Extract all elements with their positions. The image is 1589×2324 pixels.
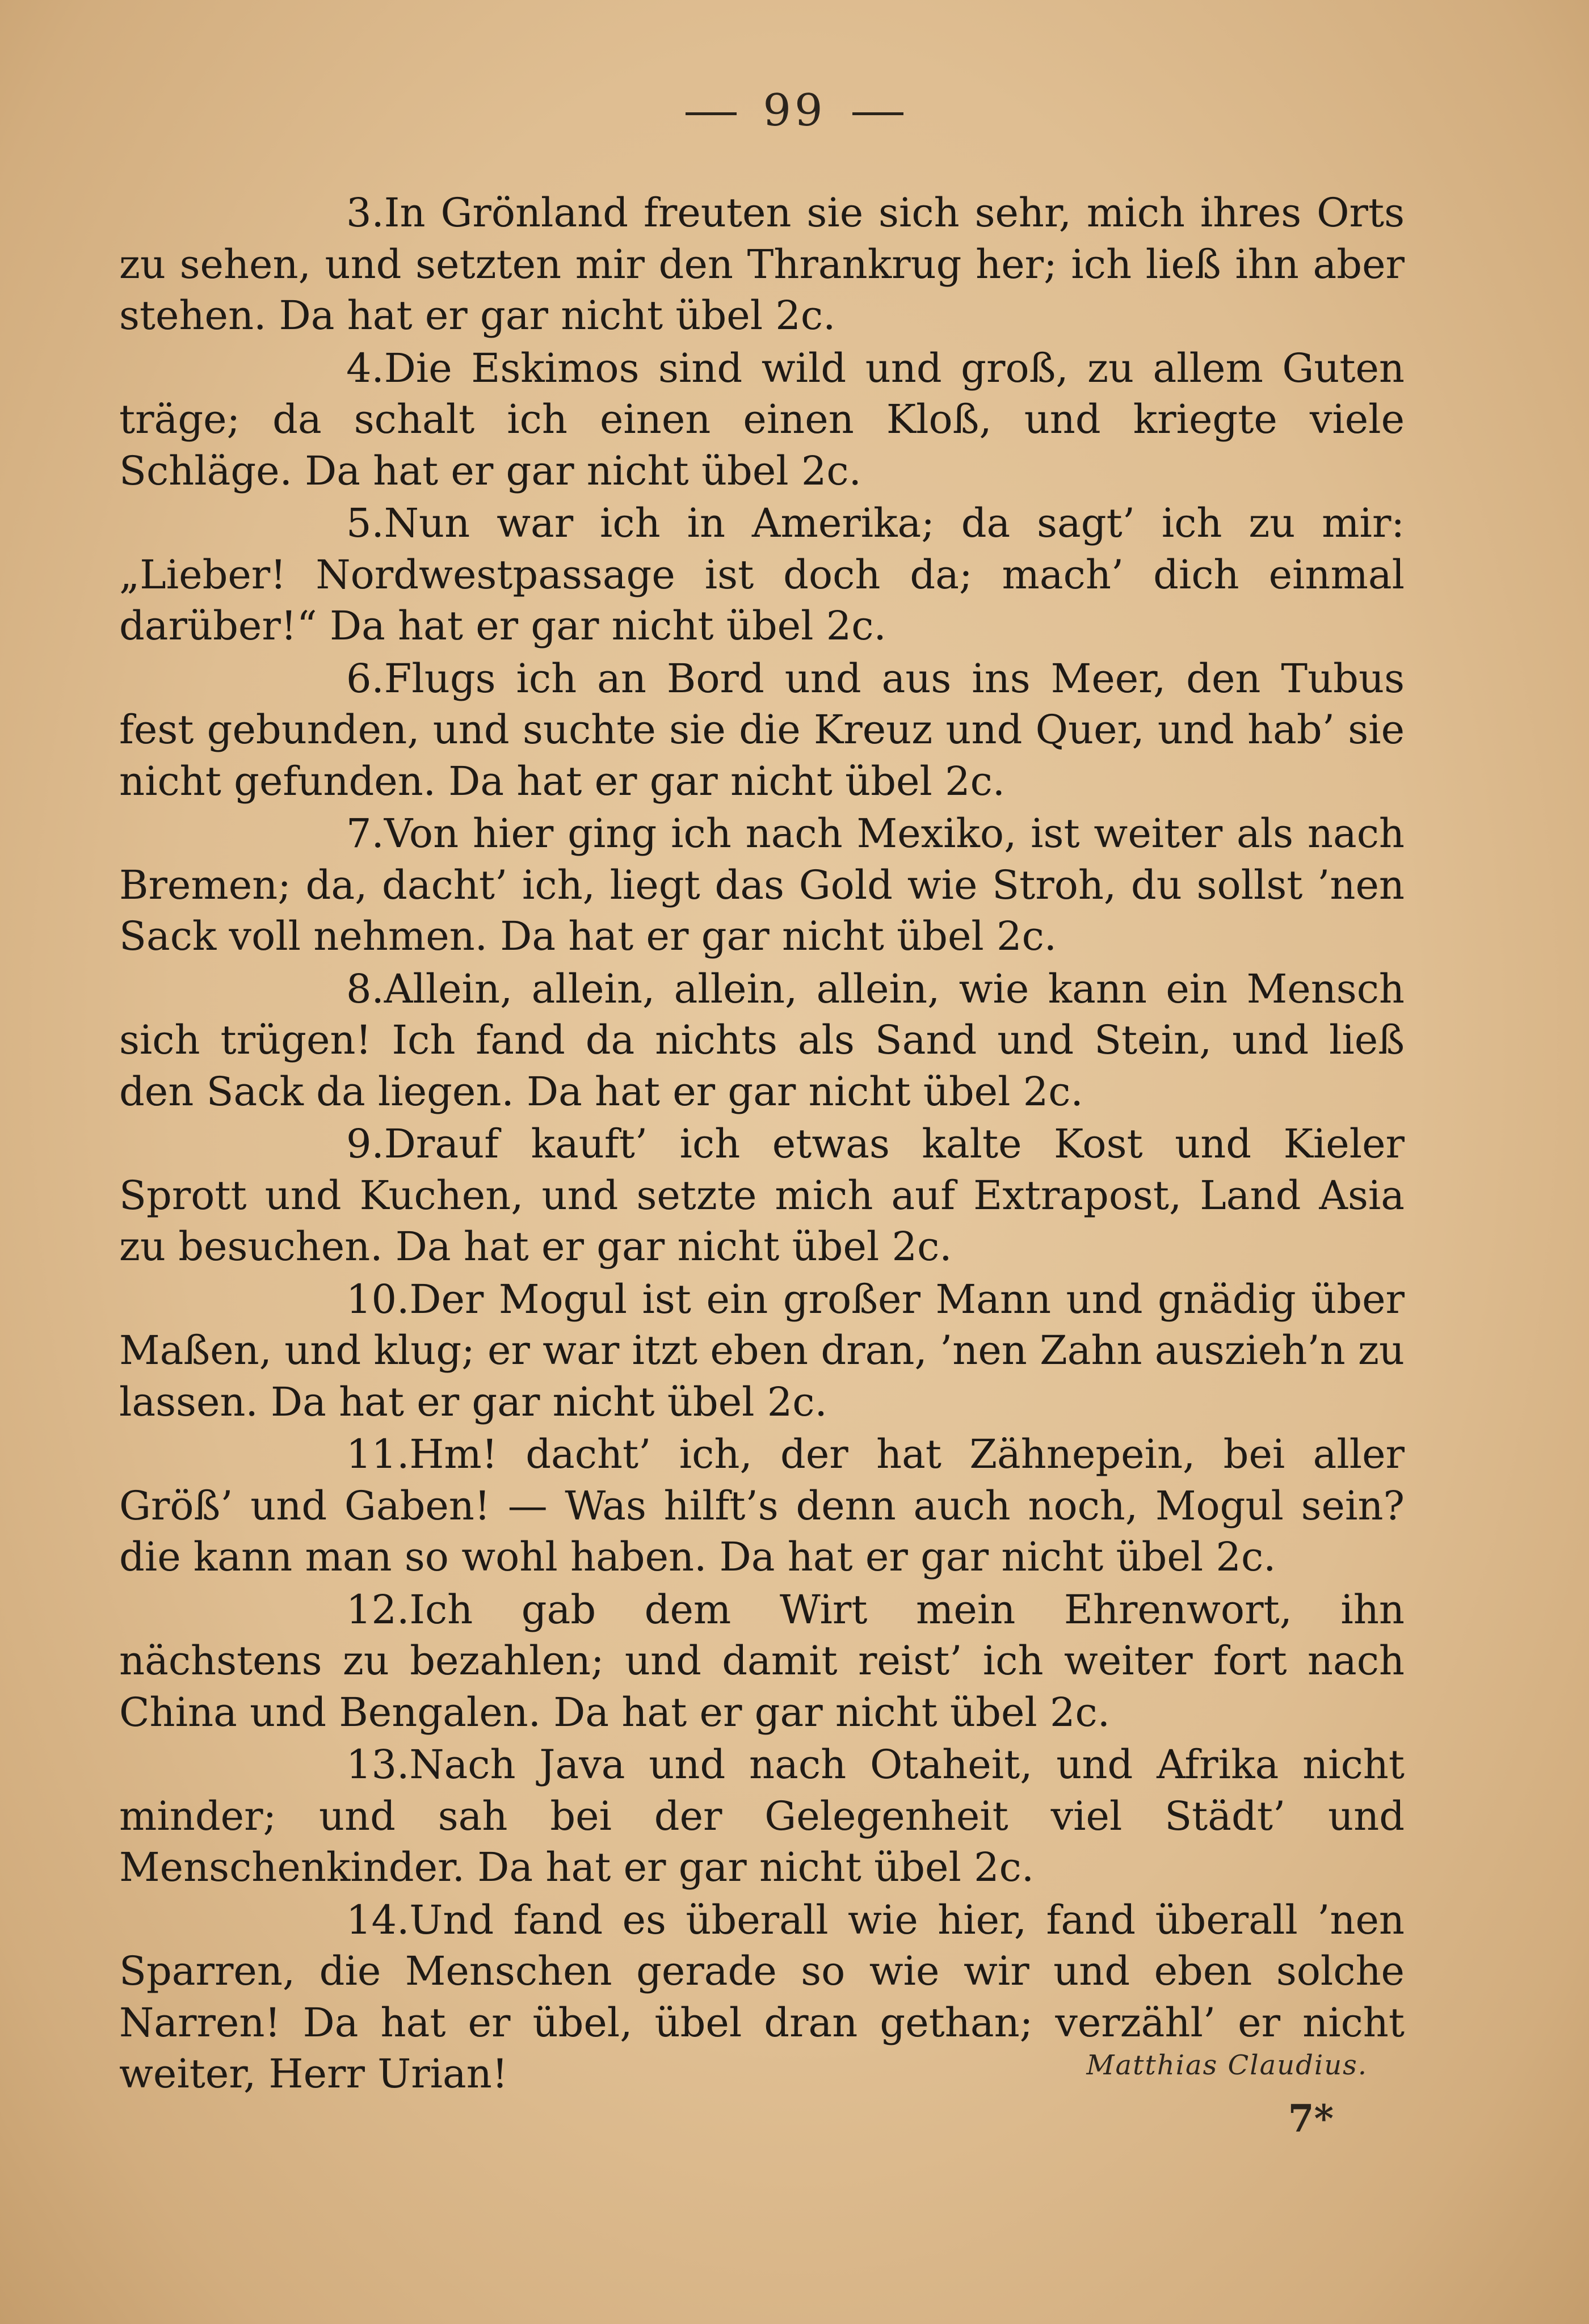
stanza-text: Nun war ich in Amerika; da sagt’ ich zu mir: „Lieber! Nordwestpassage ist doch da; mach’ dich einmal darüber!“ Da hat er gar nicht übel 2c. — [119, 500, 1405, 649]
stanza-text: Allein, allein, allein, allein, wie kann ein Mensch sich trügen! Ich fand da nichts als Sand und Stein, und ließ den Sack da liegen. Da hat er gar nicht übel 2c. — [119, 965, 1405, 1115]
stanza-text: Von hier ging ich nach Mexiko, ist weiter als nach Bremen; da, dacht’ ich, liegt das Gold wie Stroh, du sollst ’nen Sack voll nehmen. Da hat er gar nicht übel 2c. — [119, 810, 1405, 959]
poem-text — [119, 187, 1405, 2101]
stanza-3 — [119, 187, 1405, 342]
stanza-number: 8. — [346, 965, 384, 1012]
stanza-number: 12. — [346, 1586, 410, 1633]
stanza-text: Der Mogul ist ein großer Mann und gnädig über Maßen, und klug; er war itzt eben dran, ’nen Zahn auszieh’n zu lassen. Da hat er gar nicht übel 2c. — [119, 1275, 1405, 1425]
stanza-text: In Grönland freuten sie sich sehr, mich ihres Orts zu sehen, und setzten mir den Thrankrug her; ich ließ ihn aber stehen. Da hat er gar nicht übel 2c. — [119, 190, 1405, 339]
page-number: 99 — [763, 85, 826, 136]
page-header — [0, 85, 1589, 136]
stanza-4 — [119, 343, 1405, 497]
stanza-number: 14. — [346, 1896, 410, 1943]
stanza-text: Nach Java und nach Otaheit, und Afrika nicht minder; und sah bei der Gelegenheit viel Städt’ und Menschenkinder. Da hat er gar nicht übel 2c. — [119, 1741, 1405, 1891]
stanza-5 — [119, 498, 1405, 652]
stanza-number: 13. — [346, 1741, 410, 1788]
stanza-number: 6. — [346, 655, 384, 702]
stanza-number: 3. — [346, 190, 384, 236]
stanza-text: Die Eskimos sind wild und groß, zu allem Guten träge; da schalt ich einen einen Kloß, und kriegte viele Schläge. Da hat er gar nicht übel 2c. — [119, 344, 1405, 494]
stanza-12 — [119, 1584, 1405, 1738]
stanza-11 — [119, 1429, 1405, 1583]
stanza-9 — [119, 1118, 1405, 1273]
stanza-8 — [119, 963, 1405, 1118]
stanza-number: 5. — [346, 500, 384, 546]
stanza-10 — [119, 1274, 1405, 1428]
stanza-number: 7. — [346, 810, 384, 857]
stanza-number: 4. — [346, 344, 384, 391]
stanza-6 — [119, 653, 1405, 807]
header-dash-left — [686, 112, 737, 115]
stanza-13 — [119, 1739, 1405, 1893]
author-signature: Matthias Claudius. — [1086, 2049, 1368, 2081]
stanza-text: Drauf kauft’ ich etwas kalte Kost und Kieler Sprott und Kuchen, und setzte mich auf Extrapost, Land Asia zu besuchen. Da hat er gar nicht übel 2c. — [119, 1121, 1405, 1270]
stanza-number: 11. — [346, 1431, 410, 1477]
signature-mark: 7* — [1288, 2096, 1334, 2141]
stanza-text: Hm! dacht’ ich, der hat Zähnepein, bei aller Größ’ und Gaben! — Was hilft’s denn auch noch, Mogul sein? die kann man so wohl haben. Da hat er gar nicht übel 2c. — [119, 1431, 1405, 1580]
stanza-text: Flugs ich an Bord und aus ins Meer, den Tubus fest gebunden, und suchte sie die Kreuz und Quer, und hab’ sie nicht gefunden. Da hat er gar nicht übel 2c. — [119, 655, 1405, 805]
stanza-text: Ich gab dem Wirt mein Ehrenwort, ihn nächstens zu bezahlen; und damit reist’ ich weiter fort nach China und Bengalen. Da hat er gar nicht übel 2c. — [119, 1586, 1405, 1736]
stanza-7 — [119, 808, 1405, 962]
stanza-number: 9. — [346, 1121, 384, 1167]
header-dash-right — [852, 112, 903, 115]
stanza-text: Und fand es überall wie hier, fand überall ’nen Sparren, die Menschen gerade so wie wir und eben solche Narren! Da hat er übel, übel dran gethan; verzähl’ er nicht weiter, Herr Urian! — [119, 1896, 1405, 2097]
stanza-number: 10. — [346, 1275, 410, 1323]
